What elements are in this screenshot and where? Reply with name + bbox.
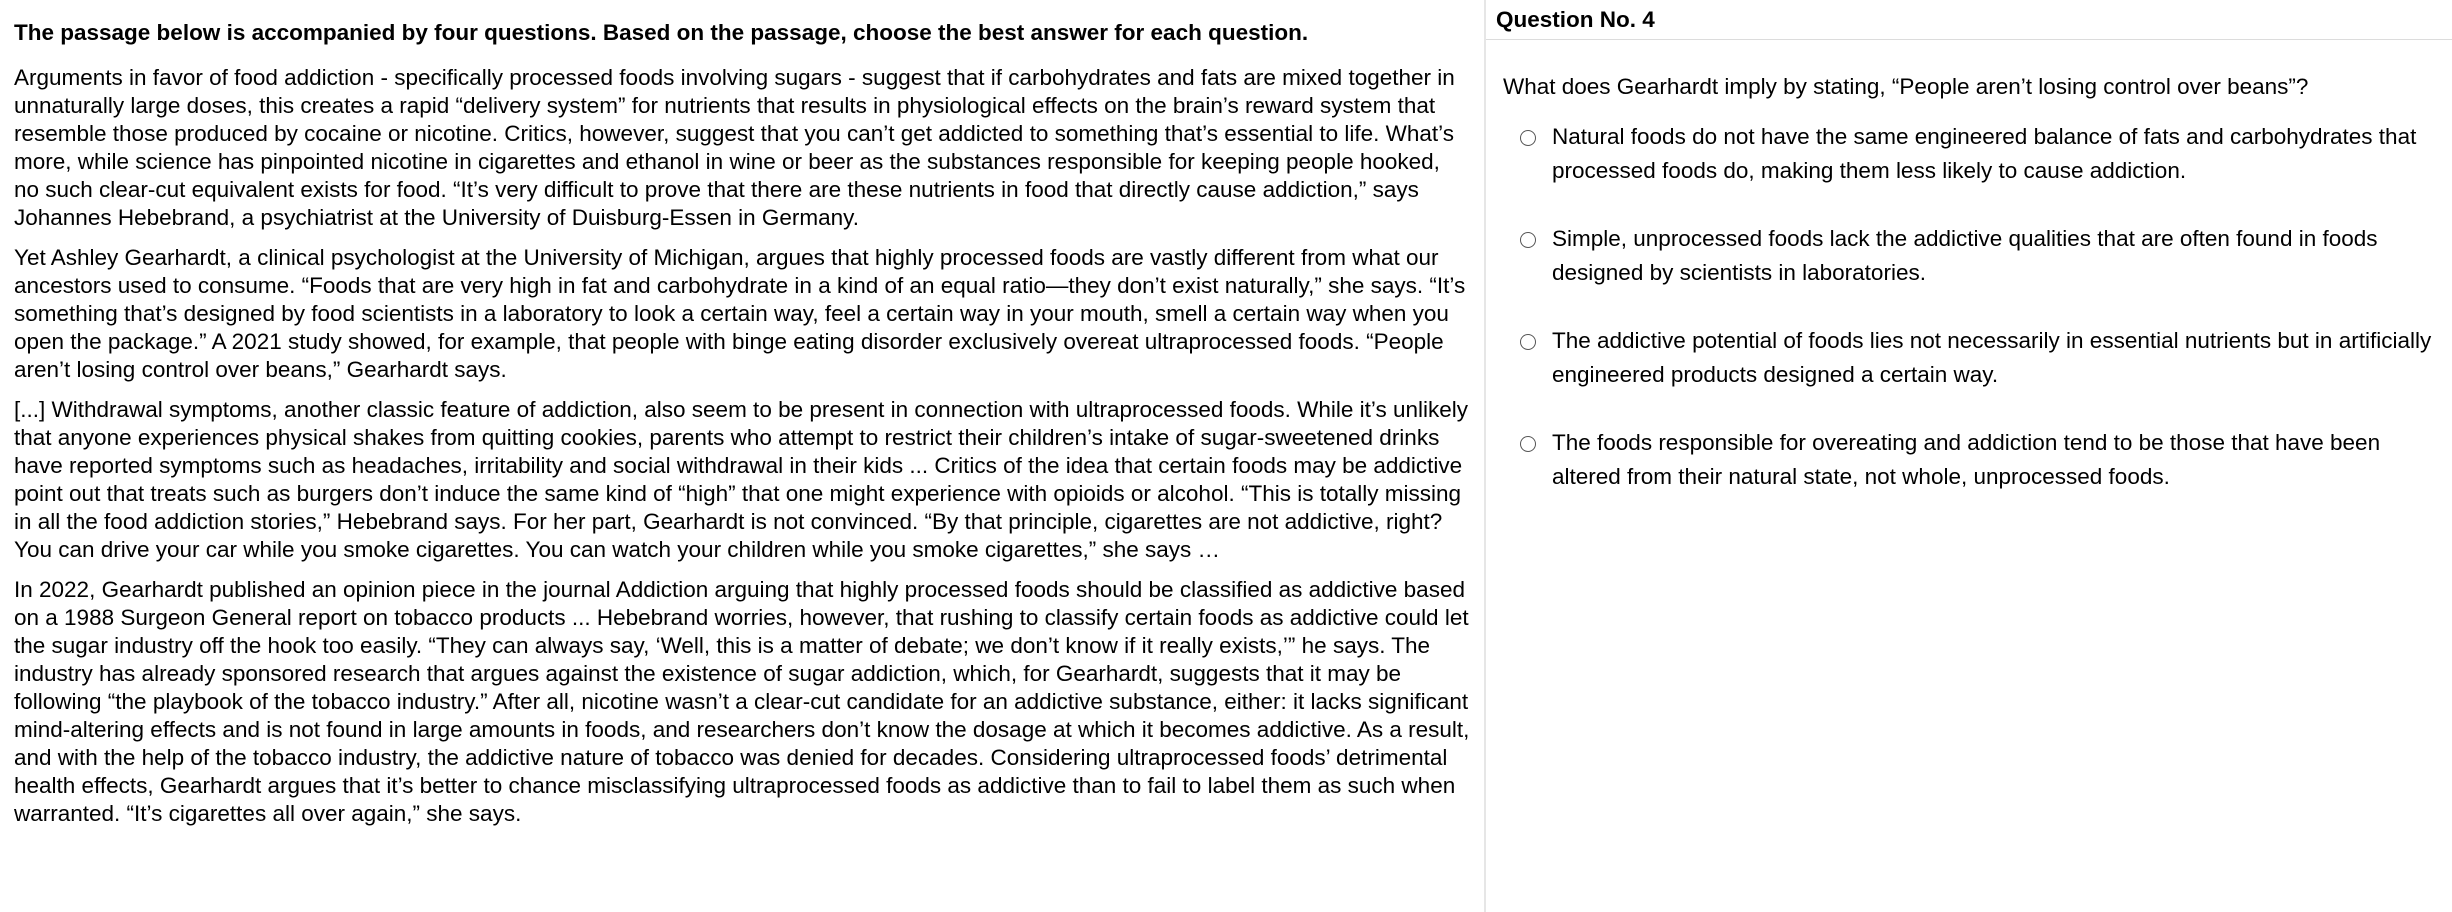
radio-button-icon[interactable] <box>1520 232 1536 248</box>
passage-paragraph-3: [...] Withdrawal symptoms, another classic feature of addiction, also seem to be present in connection with ultraprocessed foods. While it’s unlikely that anyone experiences physical shakes from quitting cookies, parents who attempt to restrict their children’s intake of sugar-sweetened drinks have reported symptoms such as headaches, irritability and social withdrawal in their kids ... Critics of the idea that certain foods may be addictive point out that treats such as burgers don’t induce the same kind of “high” that one might experience with opioids or alcohol. “This is totally missing in all the food addiction stories,” Hebebrand says. For her part, Gearhardt is not convinced. “By that principle, cigarettes are not addictive, right? You can drive your car while you smoke cigarettes. You can watch your children while you smoke cigarettes,” she says … <box>14 397 1469 562</box>
question-stem: What does Gearhardt imply by stating, “People aren’t losing control over beans”? <box>1503 74 2309 99</box>
passage-instructions: The passage below is accompanied by four questions. Based on the passage, choose the best answer for each question. <box>14 20 1309 45</box>
passage-paragraph-4: In 2022, Gearhardt published an opinion piece in the journal Addiction arguing that highly processed foods should be classified as addictive based on a 1988 Surgeon General report on tobacco products ... Hebebrand worries, however, that rushing to classify certain foods as addictive could let the sugar industry off the hook too easily. “They can always say, ‘Well, this is a matter of debate; we don’t know if it really exists,’” he says. The industry has already sponsored research that argues against the existence of sugar addiction, which, for Gearhardt, suggests that it may be following “the playbook of the tobacco industry.” After all, nicotine wasn’t a clear-cut candidate for an addictive substance, either: it lacks significant mind-altering effects and is not found in large amounts in foods, and researchers don’t know the dosage at which it becomes addictive. As a result, and with the help of the tobacco industry, the addictive nature of tobacco was denied for decades. Considering ultraprocessed foods’ detrimental health effects, Gearhardt argues that it’s better to chance misclassifying ultraprocessed foods as addictive than to fail to label them as such when warranted. “It’s cigarettes all over again,” she says. <box>14 577 1470 826</box>
passage-paragraph-2: Yet Ashley Gearhardt, a clinical psychologist at the University of Michigan, argues that highly processed foods are vastly different from what our ancestors used to consume. “Foods that are very high in fat and carbohydrate in a kind of an equal ratio—they don’t exist naturally,” she says. “It’s something that’s designed by food scientists in a laboratory to look a certain way, feel a certain way in your mouth, smell a certain way when you open the package.” A 2021 study showed, for example, that people with binge eating disorder exclusively overeat ultraprocessed foods. “People aren’t losing control over beans,” Gearhardt says. <box>14 245 1466 382</box>
passage-paragraph-1: Arguments in favor of food addiction - specifically processed foods involving sugars - suggest that if carbohydrates and fats are mixed together in unnaturally large doses, this creates a rapid “delivery system” for nutrients that results in physiological effects on the brain’s reward system that resemble those produced by cocaine or nicotine. Critics, however, suggest that you can’t get addicted to something that’s essential to life. What’s more, while science has pinpointed nicotine in cigarettes and ethanol in wine or beer as the substances responsible for keeping people hooked, no such clear-cut equivalent exists for food. “It’s very difficult to prove that there are these nutrients in food that directly cause addiction,” says Johannes Hebebrand, a psychiatrist at the University of Duisburg-Essen in Germany. <box>14 65 1455 230</box>
answer-choice-3[interactable] <box>1486 324 2452 392</box>
answer-choice-text[interactable]: Natural foods do not have the same engineered balance of fats and carbohydrates that processed foods do, making them less likely to cause addiction. <box>1552 124 2417 183</box>
radio-button-icon[interactable] <box>1520 130 1536 146</box>
answer-choice-text[interactable]: The foods responsible for overeating and addiction tend to be those that have been altered from their natural state, not whole, unprocessed foods. <box>1552 430 2381 489</box>
answer-choice-2[interactable] <box>1486 222 2452 290</box>
question-panel <box>1486 0 2452 912</box>
answer-choice-4[interactable] <box>1486 426 2452 494</box>
answer-choice-text[interactable]: The addictive potential of foods lies not necessarily in essential nutrients but in artificially engineered products designed a certain way. <box>1552 328 2432 387</box>
answer-choices <box>1486 120 2452 494</box>
radio-button-icon[interactable] <box>1520 436 1536 452</box>
radio-button-icon[interactable] <box>1520 334 1536 350</box>
question-number-header: Question No. 4 <box>1486 0 2452 40</box>
passage-body <box>14 64 1470 828</box>
answer-choice-1[interactable] <box>1486 120 2452 188</box>
answer-choice-text[interactable]: Simple, unprocessed foods lack the addictive qualities that are often found in foods designed by scientists in laboratories. <box>1552 226 2378 285</box>
